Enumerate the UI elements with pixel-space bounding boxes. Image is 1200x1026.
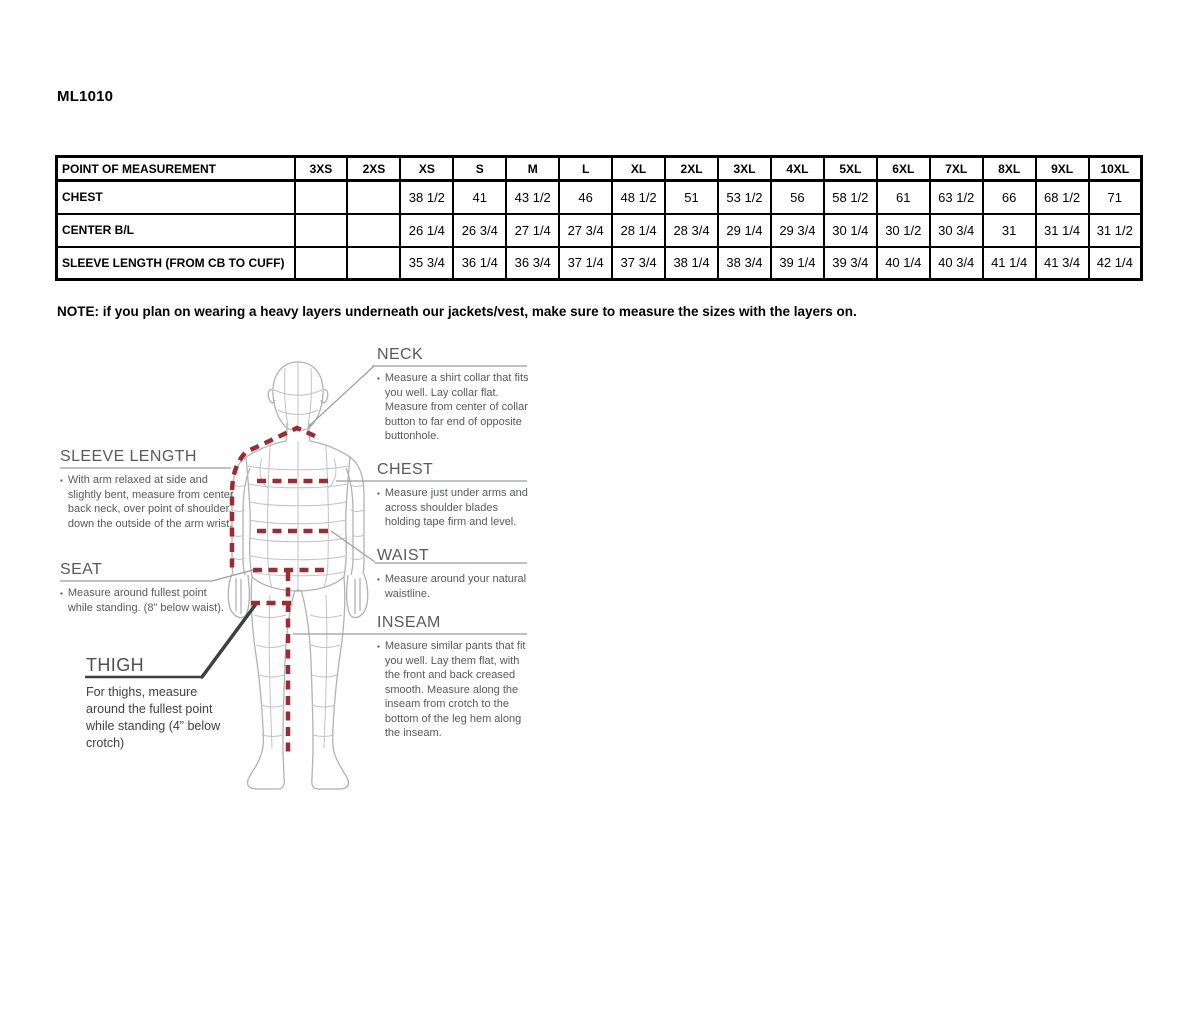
cell: 42 1/4: [1089, 247, 1142, 280]
cell: 51: [665, 181, 718, 214]
cell: 53 1/2: [718, 181, 771, 214]
callout-chest-text: Measure just under arms and across shoulder blades holding tape firm and level.: [384, 487, 528, 528]
cell: 39 1/4: [771, 247, 824, 280]
cell: 68 1/2: [1036, 181, 1089, 214]
callout-neck-title: NECK: [377, 346, 424, 363]
column-header-size: 8XL: [983, 157, 1036, 181]
callout-thigh-title: THIGH: [86, 655, 144, 675]
callout-seat-text: Measure around fullest point while standing. (8" below waist).: [67, 587, 224, 614]
bullet-icon: ▪: [377, 642, 380, 651]
column-header-size: L: [559, 157, 612, 181]
callout-thigh: [86, 655, 238, 752]
column-header-size: 9XL: [1036, 157, 1089, 181]
cell: 31 1/4: [1036, 214, 1089, 247]
cell: 31 1/2: [1089, 214, 1142, 247]
callout-inseam-text: Measure similar pants that fit you well. Lay them flat, with the front and back creased smooth. Measure along the inseam from crotch to the bottom of the leg hem along the inseam.: [384, 640, 526, 739]
cell: 48 1/2: [612, 181, 665, 214]
row-label: CENTER B/L: [57, 214, 295, 247]
column-header-size: 10XL: [1089, 157, 1142, 181]
row-label: SLEEVE LENGTH (FROM CB TO CUFF): [57, 247, 295, 280]
cell: 71: [1089, 181, 1142, 214]
callout-neck-text: Measure a shirt collar that fits you well. Lay collar flat. Measure from center of collar button to far end of opposite buttonhole.: [384, 372, 529, 442]
cell: 40 1/4: [877, 247, 930, 280]
column-header-size: 5XL: [824, 157, 877, 181]
cell: 46: [559, 181, 612, 214]
cell: 27 3/4: [559, 214, 612, 247]
column-header-size: 2XL: [665, 157, 718, 181]
column-header-size: XS: [400, 157, 453, 181]
cell: [347, 247, 400, 280]
cell: [295, 247, 348, 280]
cell: 37 3/4: [612, 247, 665, 280]
callout-neck: [377, 346, 535, 444]
cell: 56: [771, 181, 824, 214]
cell: 31: [983, 214, 1036, 247]
cell: 30 1/4: [824, 214, 877, 247]
cell: 30 3/4: [930, 214, 983, 247]
cell: 38 1/2: [400, 181, 453, 214]
column-header-size: 2XS: [347, 157, 400, 181]
callout-inseam-title: INSEAM: [377, 614, 441, 631]
size-table-container: [55, 155, 1143, 281]
callout-waist-title: WAIST: [377, 547, 430, 564]
callout-sleeve-length: [60, 448, 240, 531]
bullet-icon: ▪: [60, 589, 63, 598]
cell: 36 3/4: [506, 247, 559, 280]
callout-inseam: [377, 614, 535, 741]
note-text: NOTE: if you plan on wearing a heavy layers underneath our jackets/vest, make sure to measure the sizes with the layers on.: [57, 304, 857, 319]
callout-thigh-text: For thighs, measure around the fullest point while standing (4” below crotch): [86, 685, 221, 750]
table-row-center-bl: [57, 214, 1142, 247]
cell: 41 1/4: [983, 247, 1036, 280]
cell: 61: [877, 181, 930, 214]
bullet-icon: ▪: [377, 489, 380, 498]
cell: 29 1/4: [718, 214, 771, 247]
cell: 63 1/2: [930, 181, 983, 214]
cell: [295, 181, 348, 214]
column-header-size: 6XL: [877, 157, 930, 181]
cell: 26 1/4: [400, 214, 453, 247]
cell: 66: [983, 181, 1036, 214]
page-title: ML1010: [57, 88, 114, 105]
cell: 29 3/4: [771, 214, 824, 247]
column-header-size: S: [453, 157, 506, 181]
cell: 37 1/4: [559, 247, 612, 280]
column-header-point-of-measurement: POINT OF MEASUREMENT: [57, 157, 295, 181]
cell: [347, 181, 400, 214]
table-header-row: [57, 157, 1142, 181]
callout-sleeve-length-title: SLEEVE LENGTH: [60, 448, 197, 465]
column-header-size: 7XL: [930, 157, 983, 181]
cell: [347, 214, 400, 247]
cell: 43 1/2: [506, 181, 559, 214]
bullet-icon: ▪: [60, 476, 63, 485]
cell: 26 3/4: [453, 214, 506, 247]
column-header-size: 3XS: [295, 157, 348, 181]
column-header-size: XL: [612, 157, 665, 181]
callout-sleeve-length-text: With arm relaxed at side and slightly bent, measure from center back neck, over point of shoulder, down the outside of the arm wrist.: [67, 474, 234, 530]
table-row-chest: [57, 181, 1142, 214]
callout-waist: [377, 547, 535, 601]
column-header-size: 3XL: [718, 157, 771, 181]
cell: 40 3/4: [930, 247, 983, 280]
cell: 36 1/4: [453, 247, 506, 280]
cell: 27 1/4: [506, 214, 559, 247]
cell: 38 3/4: [718, 247, 771, 280]
bullet-icon: ▪: [377, 374, 380, 383]
column-header-size: M: [506, 157, 559, 181]
cell: 28 1/4: [612, 214, 665, 247]
cell: 28 3/4: [665, 214, 718, 247]
callout-chest-title: CHEST: [377, 461, 434, 478]
cell: 38 1/4: [665, 247, 718, 280]
table-row-sleeve-length: [57, 247, 1142, 280]
cell: 30 1/2: [877, 214, 930, 247]
cell: 58 1/2: [824, 181, 877, 214]
cell: [295, 214, 348, 247]
cell: 41 3/4: [1036, 247, 1089, 280]
callout-waist-text: Measure around your natural waistline.: [384, 573, 527, 600]
callout-seat: [60, 561, 232, 615]
size-table: [55, 155, 1143, 281]
callout-chest: [377, 461, 535, 530]
callout-seat-title: SEAT: [60, 561, 103, 578]
sleeve-measure-line: [232, 428, 315, 573]
figure-mesh: [232, 362, 364, 748]
cell: 35 3/4: [400, 247, 453, 280]
cell: 39 3/4: [824, 247, 877, 280]
bullet-icon: ▪: [377, 575, 380, 584]
cell: 41: [453, 181, 506, 214]
row-label: CHEST: [57, 181, 295, 214]
column-header-size: 4XL: [771, 157, 824, 181]
